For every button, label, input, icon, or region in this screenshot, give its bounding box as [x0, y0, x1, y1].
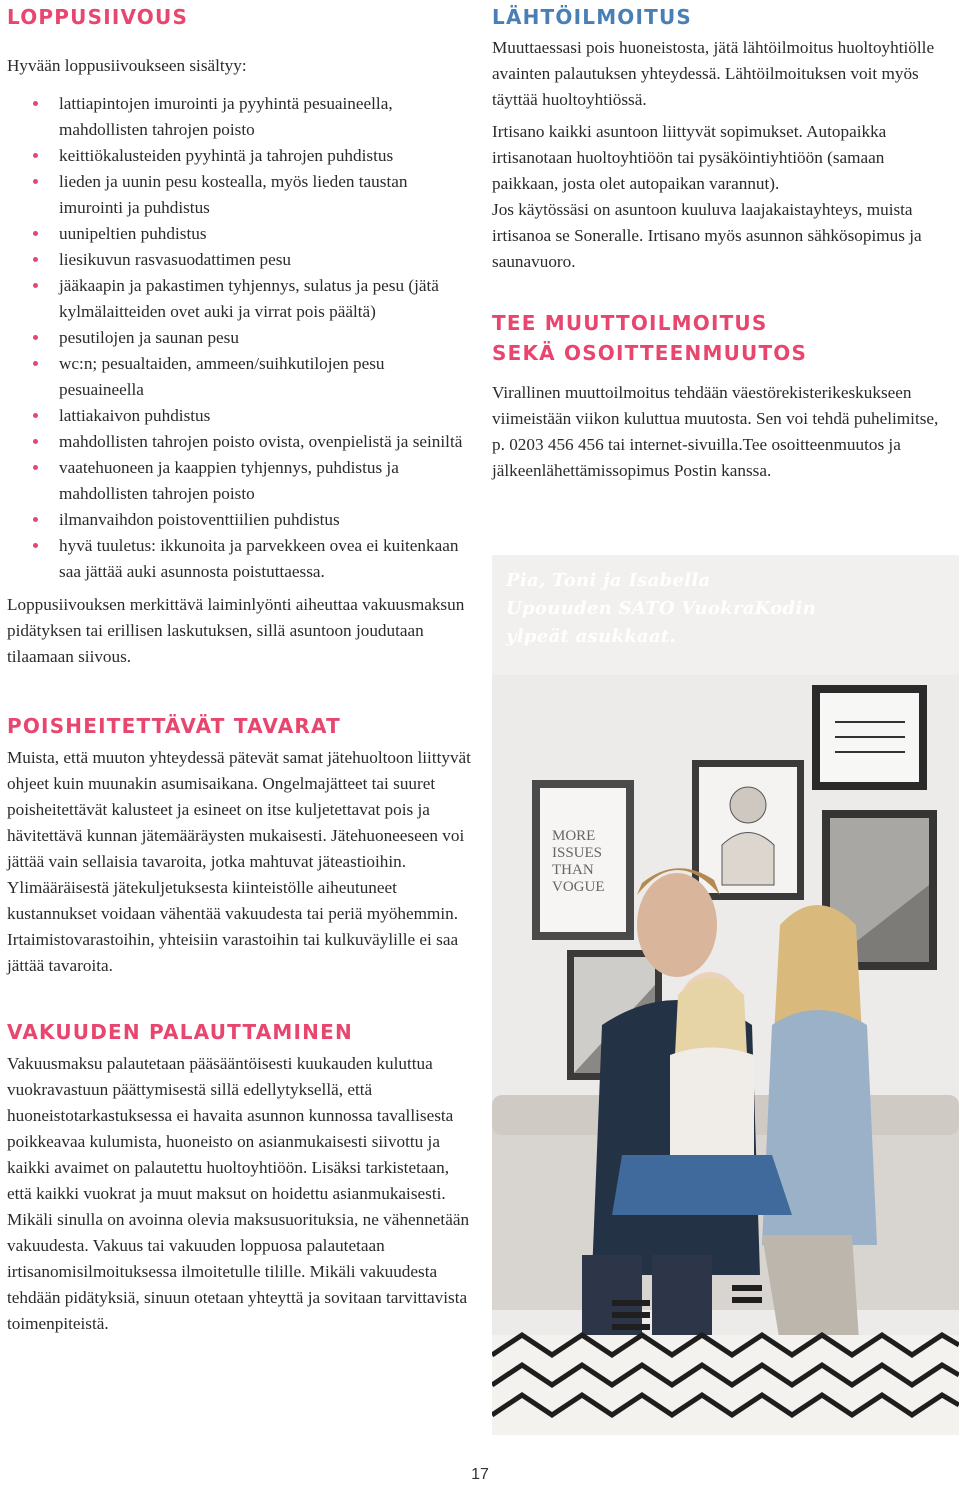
list-item: mahdollisten tahrojen poisto ovista, ovenpielistä ja seiniltä	[7, 429, 465, 455]
caption-line: Upouuden SATO VuokraKodin	[506, 598, 816, 619]
list-item: lattiakaivon puhdistus	[7, 403, 465, 429]
muuttoilmoitus-heading: SEKÄ OSOITTEENMUUTOS	[492, 341, 808, 365]
list-item: ilmanvaihdon poistoventtiilien puhdistus	[7, 507, 465, 533]
svg-text:THAN: THAN	[552, 862, 594, 878]
loppusiivous-intro: Hyvään loppusiivoukseen sisältyy:	[7, 56, 247, 75]
lahtoilmoitus-paragraph: Irtisano kaikki asuntoon liittyvät sopimukset. Autopaikka irtisanotaan huoltoyhtiöön tai pysäköintiyhtiöön (samaan paikkaan, josta olet autopaikan varannut).	[492, 122, 887, 193]
vakuuden-body: Vakuusmaksu palautetaan pääsääntöisesti kuukauden kuluttua vuokravastuun päättymisestä sillä edellytyksellä, että huoneistotarkastuksessa ei havaita asunnon kunnossa tavallisesta poikkeavaa kulumista, huoneisto on asianmukaisesti siivottu ja kaikki avaimet on palautettu huoltoyhtiöön. Lisäksi tarkistetaan, että kaikki vuokrat ja muut maksut on hoidettu asianmukaisesti. Mikäli sinulla on avoinna olevia maksusuorituksia, ne vähennetään vakuudesta. Vakuus tai vakuuden loppuosa palautetaan irtisanomisilmoituksessa ilmoitetulle tilille. Mikäli vakuudesta tehdään pidätyksiä, sinuun otetaan yhteyttä ja sovitaan tarvittavista toimenpiteistä.	[7, 1054, 470, 1333]
caption-line: ylpeät asukkaat.	[506, 626, 677, 647]
left-column	[7, 0, 477, 1337]
list-item: jääkaapin ja pakastimen tyhjennys, sulatus ja pesu (jätä kylmälaitteiden ovet auki ja virrat pois päältä)	[7, 273, 465, 325]
loppusiivous-heading: LOPPUSIIVOUS	[7, 5, 189, 29]
list-item: pesutilojen ja saunan pesu	[7, 325, 465, 351]
muuttoilmoitus-body: Virallinen muuttoilmoitus tehdään väestörekisterikeskukseen viimeistään viikon kuluttua muutosta. Sen voi tehdä puhelimitse, p. 0203 456 456 tai internet-sivuilla.Tee osoitteenmuutos ja jälkeenlähettämissopimus Postin kanssa.	[492, 383, 939, 480]
framed-poster	[532, 780, 634, 940]
list-item: keittiökalusteiden pyyhintä ja tahrojen puhdistus	[7, 143, 465, 169]
svg-text:VOGUE: VOGUE	[552, 879, 605, 895]
list-item: wc:n; pesualtaiden, ammeen/suihkutilojen pesu pesuaineella	[7, 351, 465, 403]
poster-text: MORE	[552, 828, 596, 844]
list-item: vaatehuoneen ja kaappien tyhjennys, puhdistus ja mahdollisten tahrojen poisto	[7, 455, 465, 507]
poisheitettavat-body: Muista, että muuton yhteydessä pätevät samat jätehuoltoon liittyvät ohjeet kuin muunakin asumisaikana. Ongelmajätteet tai suuret poisheitettävät kalusteet ja esineet on itse kuljetettavat pois ja hävitettävä kunnan jätemääräysten mukaisesti. Jätehuoneeseen voi jättää vain sellaisia tavaroita, jotka mahtuvat jäteastioihin. Ylimääräisestä jätekuljetuksesta kiinteistölle aiheutuneet kustannukset voidaan vähentää vakuudesta tai periä myöhemmin. Irtaimistovarastoihin, yhteisiin varastoihin tai kulkuväylille ei saa jättää tavaroita.	[7, 748, 471, 975]
list-item: uunipeltien puhdistus	[7, 221, 465, 247]
lahtoilmoitus-paragraph: Jos käytössäsi on asuntoon kuuluva laajakaistayhteys, muista irtisanoa se Soneralle. Irtisano myös asunnon sähkösopimus ja saunavuoro.	[492, 200, 922, 271]
list-item: liesikuvun rasvasuodattimen pesu	[7, 247, 465, 273]
poisheitettavat-heading: POISHEITETTÄVÄT TAVARAT	[7, 714, 341, 738]
svg-text:ISSUES: ISSUES	[552, 845, 603, 861]
page-number: 17	[471, 1466, 489, 1483]
family-photo-illustration	[492, 555, 959, 1435]
vakuuden-heading: VAKUUDEN PALAUTTAMINEN	[7, 1020, 353, 1044]
photo-caption	[506, 567, 816, 651]
loppusiivous-outro: Loppusiivouksen merkittävä laiminlyönti aiheuttaa vakuusmaksun pidätyksen tai erillisen laskutuksen, sillä asuntoon joudutaan tilaamaan siivous.	[7, 595, 465, 666]
lahtoilmoitus-paragraph: Muuttaessasi pois huoneistosta, jätä lähtöilmoitus huoltoyhtiölle avainten palautuksen yhteydessä. Lähtöilmoituksen voit myös täyttää huoltoyhtiössä.	[492, 38, 935, 109]
lahtoilmoitus-heading: LÄHTÖILMOITUS	[492, 5, 693, 29]
family-photo	[492, 555, 959, 1435]
framed-picture	[812, 685, 927, 790]
list-item: hyvä tuuletus: ikkunoita ja parvekkeen ovea ei kuitenkaan saa jättää auki asunnosta poistuttaessa.	[7, 533, 465, 585]
muuttoilmoitus-heading: TEE MUUTTOILMOITUS	[492, 311, 768, 335]
cleaning-checklist	[7, 91, 465, 585]
list-item: lattiapintojen imurointi ja pyyhintä pesuaineella, mahdollisten tahrojen poisto	[7, 91, 465, 143]
right-column	[492, 0, 954, 484]
list-item: lieden ja uunin pesu kostealla, myös lieden taustan imurointi ja puhdistus	[7, 169, 465, 221]
caption-line: Pia, Toni ja Isabella	[506, 570, 711, 591]
